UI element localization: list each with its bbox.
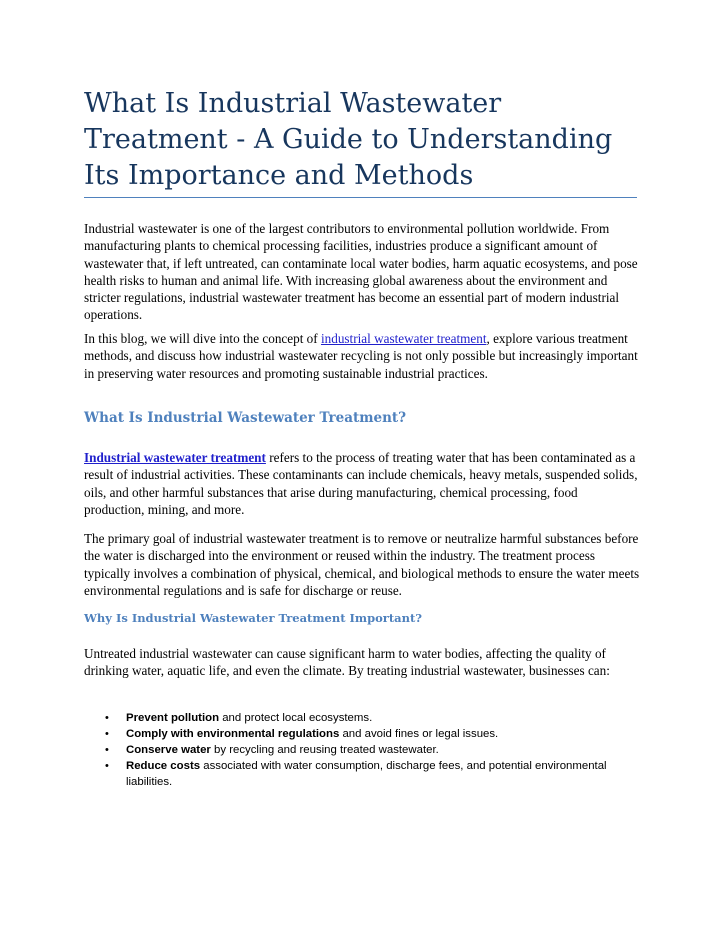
list-item-bold: Reduce costs bbox=[126, 760, 201, 772]
list-item-bold: Conserve water bbox=[126, 744, 211, 756]
list-item-text: associated with water consumption, discharge fees, and potential environmental liabilities. bbox=[126, 760, 607, 788]
importance-paragraph: Untreated industrial wastewater can cause significant harm to water bodies, affecting the quality of drinking water, aquatic life, and even the climate. By treating industrial wastewater, businesses can: bbox=[84, 646, 610, 679]
title-divider bbox=[84, 197, 637, 198]
list-item bbox=[102, 742, 642, 758]
list-item-bold: Comply with environmental regulations bbox=[126, 728, 340, 740]
section-heading-what-is: What Is Industrial Wastewater Treatment? bbox=[84, 410, 407, 426]
list-item bbox=[102, 710, 642, 726]
goal-paragraph: The primary goal of industrial wastewater treatment is to remove or neutralize harmful substances before the water is discharged into the environment or reused within the industry. The treatment process typically involves a combination of physical, chemical, and biological methods to ensure the water meets environmental regulations and is safe for discharge or reuse. bbox=[84, 531, 640, 598]
list-item-text: by recycling and reusing treated wastewater. bbox=[210, 744, 439, 756]
definition-text: refers to the process of treating water that has been contaminated as a result of industrial activities. These contaminants can include chemicals, heavy metals, suspended solids, oils, and other harmful substances that arise during manufacturing, chemical processing, food production, mining, and more. bbox=[84, 450, 638, 517]
intro-paragraph: Industrial wastewater is one of the largest contributors to environmental pollution worldwide. From manufacturing plants to chemical processing facilities, industries produce a significant amount of wastewater that, if left untreated, can contaminate local water bodies, harm aquatic ecosystems, and pose health risks to human and animal life. With increasing global awareness about the environment and stricter regulations, industrial wastewater treatment has become an essential part of modern industrial operations. bbox=[84, 221, 638, 323]
bullet-icon: • bbox=[105, 760, 109, 772]
list-item bbox=[102, 726, 642, 742]
definition-link[interactable]: Industrial wastewater treatment bbox=[84, 450, 266, 465]
list-item-text: and protect local ecosystems. bbox=[219, 712, 373, 724]
bullet-icon: • bbox=[105, 712, 109, 724]
blog-text-after: , explore various treatment methods, and discuss how industrial wastewater recycling is not only possible but increasingly important in preserving water resources and promoting sustainable industrial practices. bbox=[84, 331, 638, 381]
blog-text-before: In this blog, we will dive into the concept of bbox=[84, 331, 321, 346]
bullet-icon: • bbox=[105, 728, 109, 740]
list-item-text: and avoid fines or legal issues. bbox=[339, 728, 499, 740]
page-title: What Is Industrial Wastewater Treatment - A Guide to Understanding Its Importance and Methods bbox=[84, 88, 613, 191]
blog-paragraph bbox=[84, 330, 640, 382]
list-item bbox=[102, 758, 642, 790]
definition-paragraph bbox=[84, 449, 640, 518]
section-heading-why-important: Why Is Industrial Wastewater Treatment Important? bbox=[84, 611, 423, 625]
benefits-list bbox=[102, 710, 642, 790]
list-item-bold: Prevent pollution bbox=[126, 712, 220, 724]
wastewater-treatment-link[interactable]: industrial wastewater treatment bbox=[320, 331, 487, 346]
bullet-icon: • bbox=[105, 744, 109, 756]
